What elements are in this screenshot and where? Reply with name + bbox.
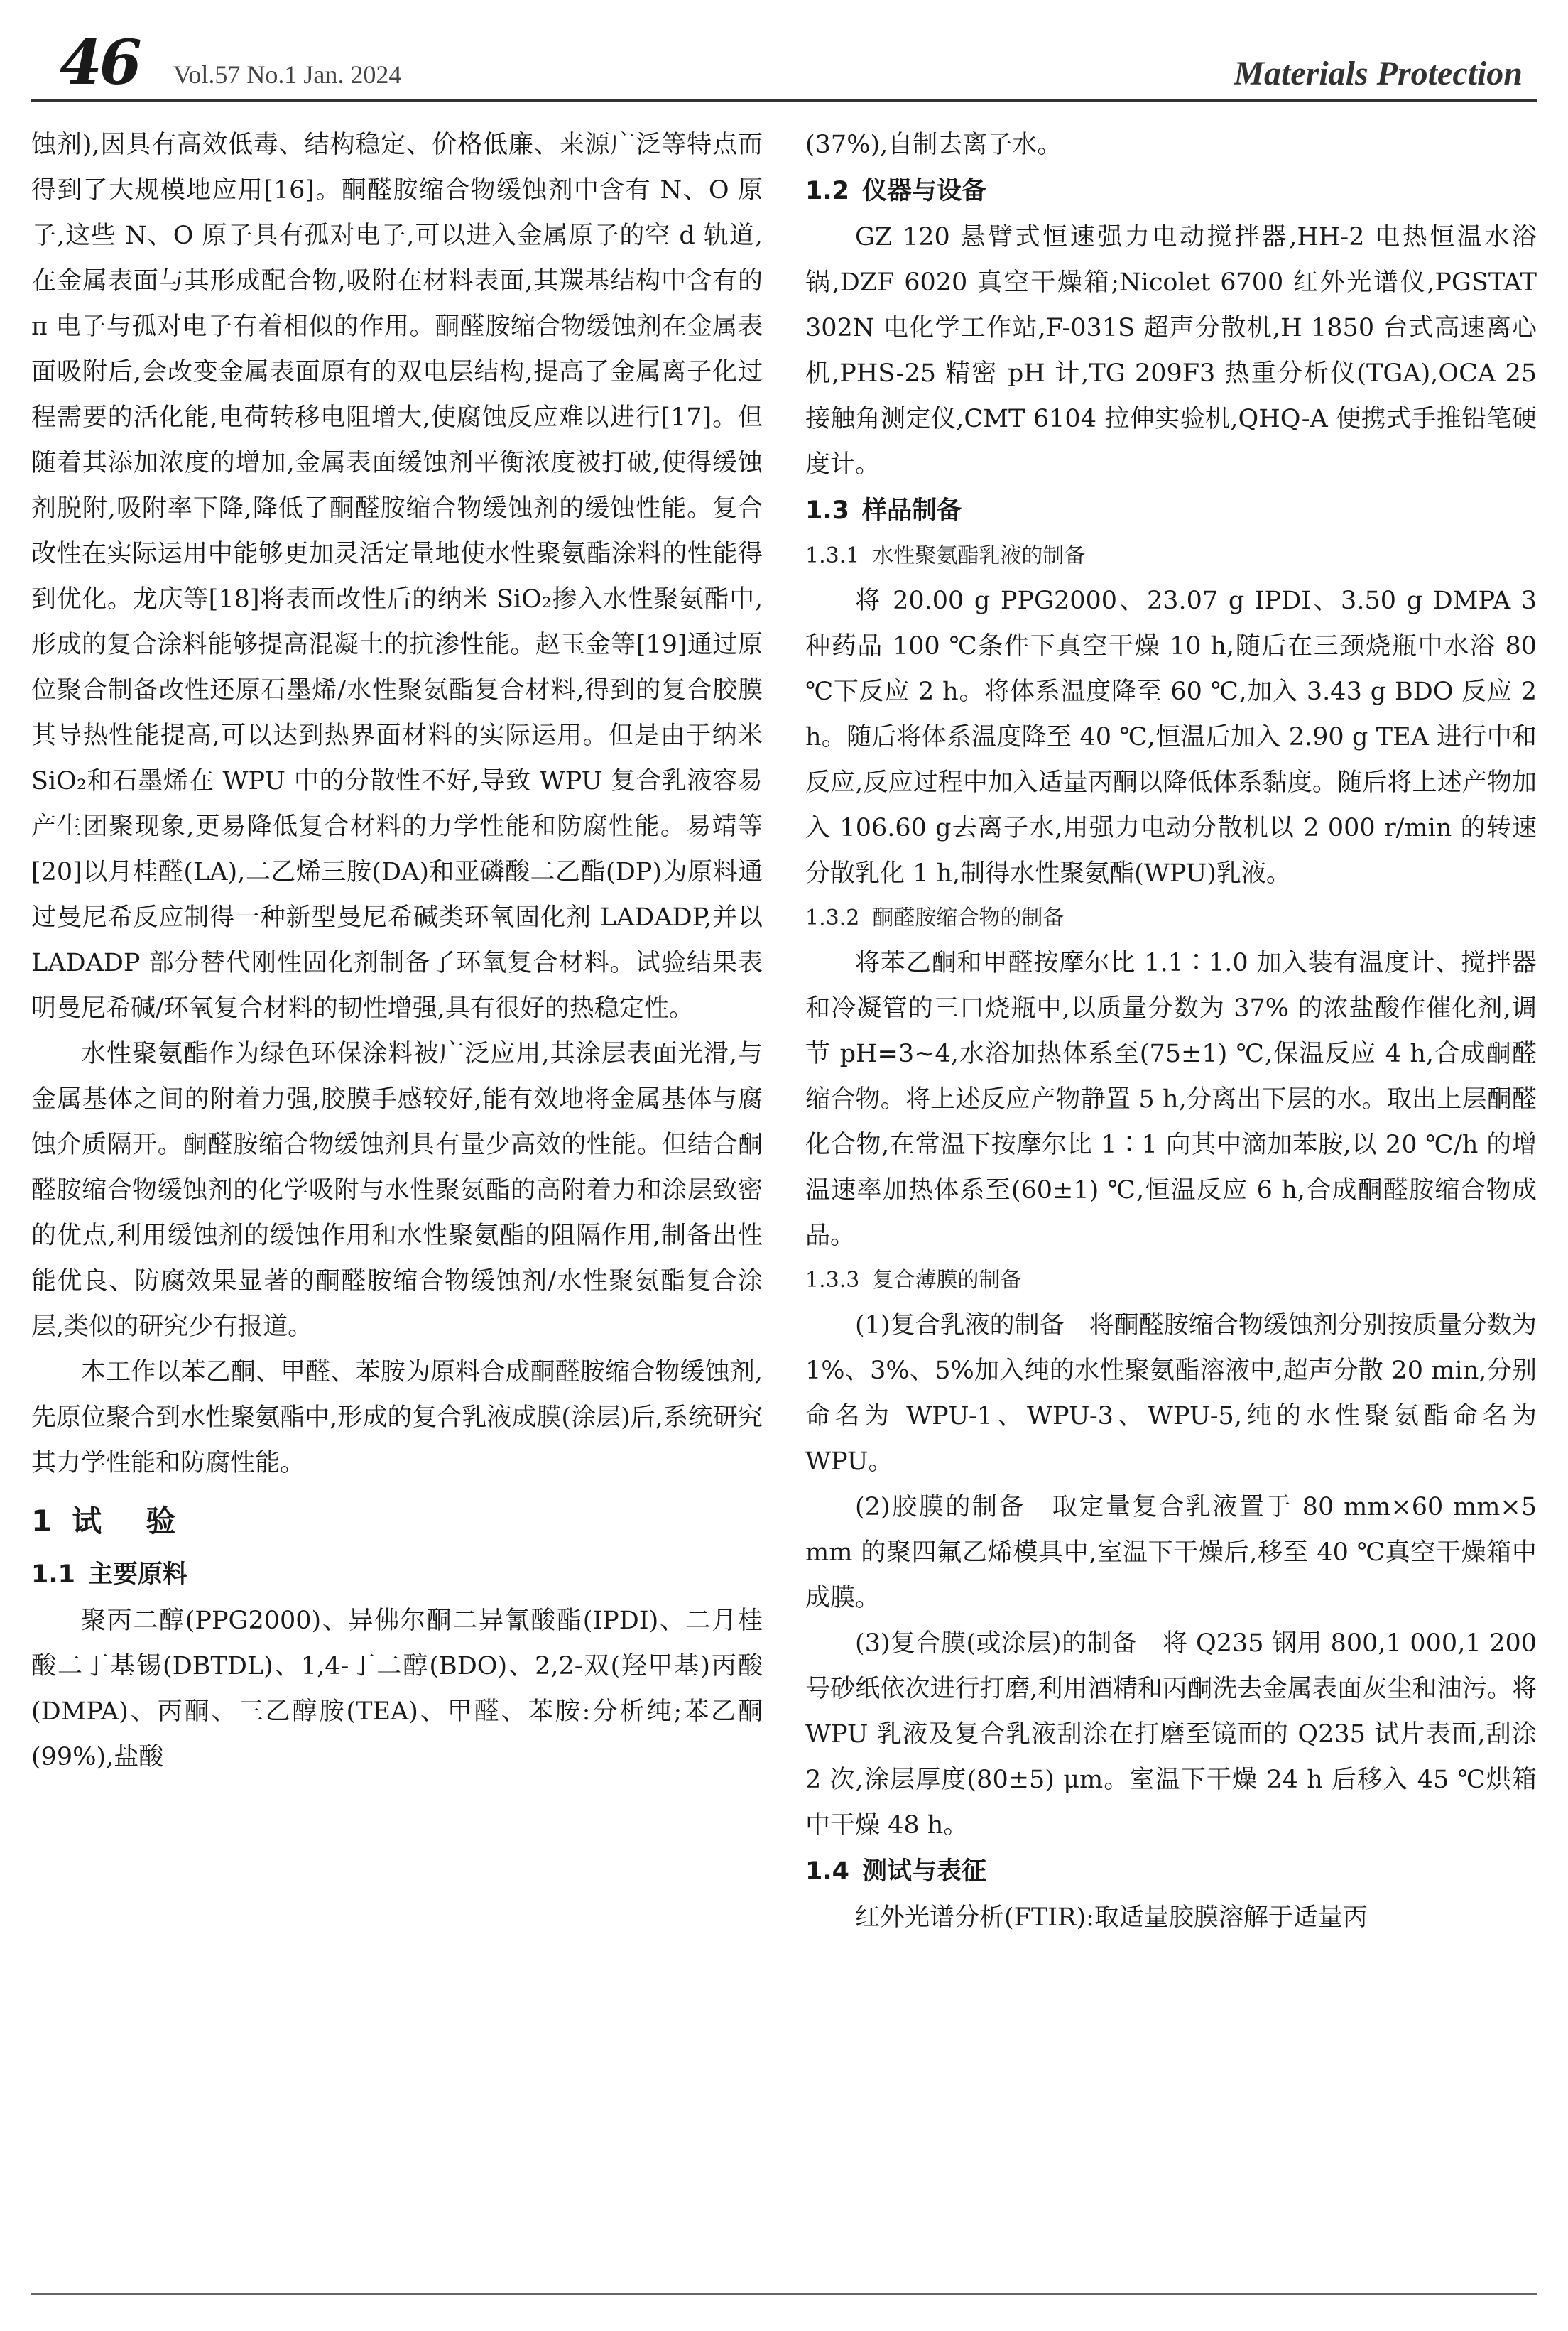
section-number: 1.3 bbox=[805, 496, 850, 525]
left-column bbox=[31, 122, 763, 1780]
section-title: 酮醛胺缩合物的制备 bbox=[872, 906, 1065, 930]
section-title: 仪器与设备 bbox=[862, 177, 987, 205]
paragraph: (3)复合膜(或涂层)的制备 将 Q235 钢用 800,1 000,1 200 号砂纸依次进行打磨,利用酒精和丙酮洗去金属表面灰尘和油污。将 WPU 乳液及复合乳液刮涂在打磨至镜面的 Q235 试片表面,刮涂 2 次,涂层厚度(80±5) μm。室温下干燥 24 h 后移入 45 ℃烘箱中干燥 48 h。 bbox=[805, 1629, 1537, 1840]
paragraph: 将 20.00 g PPG2000、23.07 g IPDI、3.50 g DMPA 3 种药品 100 ℃条件下真空干燥 10 h,随后在三颈烧瓶中水浴 80 ℃下反应 2 h。将体系温度降至 60 ℃,加入 3.43 g BDO 反应 2 h。随后将体系温度降至 40 ℃,恒温后加入 2.90 g TEA 进行中和反应,反应过程中加入适量丙酮以降低体系黏度。随后将上述产物加入 106.60 g去离子水,用强力电动分散机以 2 000 r/min 的转速分散乳化 1 h,制得水性聚氨酯(WPU)乳液。 bbox=[805, 587, 1537, 888]
paragraph: 蚀剂),因具有高效低毒、结构稳定、价格低廉、来源广泛等特点而得到了大规模地应用[16]。酮醛胺缩合物缓蚀剂中含有 N、O 原子,这些 N、O 原子具有孤对电子,可以进入金属原子的空 d 轨道,在金属表面与其形成配合物,吸附在材料表面,其羰基结构中含有的 π 电子与孤对电子有着相似的作用。酮醛胺缩合物缓蚀剂在金属表面吸附后,会改变金属表面原有的双电层结构,提高了金属离子化过程需要的活化能,电荷转移电阻增大,使腐蚀反应难以进行[17]。但随着其添加浓度的增加,金属表面缓蚀剂平衡浓度被打破,使得缓蚀剂脱附,吸附率下降,降低了酮醛胺缩合物缓蚀剂的缓蚀性能。复合改性在实际运用中能够更加灵活定量地使水性聚氨酯涂料的性能得到优化。龙庆等[18]将表面改性后的纳米 SiO₂掺入水性聚氨酯中,形成的复合涂料能够提高混凝土的抗渗性能。赵玉金等[19]通过原位聚合制备改性还原石墨烯/水性聚氨酯复合材料,得到的复合胶膜其导热性能提高,可以达到热界面材料的实际运用。但是由于纳米 SiO₂和石墨烯在 WPU 中的分散性不好,导致 WPU 复合乳液容易产生团聚现象,更易降低复合材料的力学性能和防腐性能。易靖等[20]以月桂醛(LA),二乙烯三胺(DA)和亚磷酸二乙酯(DP)为原料通过曼尼希反应制得一种新型曼尼希碱类环氧固化剂 LADADP,并以 LADADP 部分替代刚性固化剂制备了环氧复合材料。试验结果表明曼尼希碱/环氧复合材料的韧性增强,具有很好的热稳定性。 bbox=[31, 131, 763, 1023]
section-number: 1.2 bbox=[805, 177, 850, 205]
paragraph: GZ 120 悬臂式恒速强力电动搅拌器,HH-2 电热恒温水浴锅,DZF 6020 真空干燥箱;Nicolet 6700 红外光谱仪,PGSTAT 302N 电化学工作站,F-031S 超声分散机,H 1850 台式高速离心机,PHS-25 精密 pH 计,TG 209F3 热重分析仪(TGA),OCA 25 接触角测定仪,CMT 6104 拉伸实验机,QHQ-A 便携式手推铅笔硬度计。 bbox=[805, 223, 1537, 479]
subsubsection-heading bbox=[805, 1259, 1537, 1303]
subsection-heading bbox=[805, 1848, 1537, 1895]
header-rule bbox=[31, 99, 1537, 102]
section-number: 1.1 bbox=[31, 1560, 76, 1589]
section-number: 1.4 bbox=[805, 1857, 850, 1886]
paragraph: 本工作以苯乙酮、甲醛、苯胺为原料合成酮醛胺缩合物缓蚀剂,先原位聚合到水性聚氨酯中,形成的复合乳液成膜(涂层)后,系统研究其力学性能和防腐性能。 bbox=[31, 1358, 763, 1477]
paragraph: (1)复合乳液的制备 将酮醛胺缩合物缓蚀剂分别按质量分数为 1%、3%、5%加入纯的水性聚氨酯溶液中,超声分散 20 min,分别命名为 WPU-1、WPU-3、WPU-5,纯的水性聚氨酯命名为 WPU。 bbox=[805, 1311, 1537, 1476]
paragraph: 红外光谱分析(FTIR):取适量胶膜溶解于适量丙 bbox=[855, 1903, 1368, 1932]
journal-name: Materials Protection bbox=[1234, 55, 1523, 92]
subsection-heading bbox=[805, 168, 1537, 214]
section-title: 测试与表征 bbox=[862, 1857, 987, 1886]
paragraph: 聚丙二醇(PPG2000)、异佛尔酮二异氰酸酯(IPDI)、二月桂酸二丁基锡(DBTDL)、1,4-丁二醇(BDO)、2,2-双(羟甲基)丙酸(DMPA)、丙酮、三乙醇胺(TEA)、甲醛、苯胺:分析纯;苯乙酮(99%),盐酸 bbox=[31, 1607, 763, 1771]
section-number: 1.3.3 bbox=[805, 1268, 860, 1293]
issue-info: Vol.57 No.1 Jan. 2024 bbox=[173, 60, 402, 89]
subsection-heading bbox=[31, 1551, 763, 1598]
paragraph: (2)胶膜的制备 取定量复合乳液置于 80 mm×60 mm×5 mm 的聚四氟乙烯模具中,室温下干燥后,移至 40 ℃真空干燥箱中成膜。 bbox=[805, 1493, 1537, 1612]
subsection-heading bbox=[805, 487, 1537, 534]
page-number: 46 bbox=[60, 27, 139, 99]
section-title: 复合薄膜的制备 bbox=[872, 1268, 1022, 1293]
subsubsection-heading bbox=[805, 534, 1537, 578]
page-header bbox=[31, 28, 1537, 99]
section-number: 1.3.1 bbox=[805, 543, 860, 568]
subsubsection-heading bbox=[805, 896, 1537, 940]
paragraph: 将苯乙酮和甲醛按摩尔比 1.1∶1.0 加入装有温度计、搅拌器和冷凝管的三口烧瓶中,以质量分数为 37% 的浓盐酸作催化剂,调节 pH=3~4,水浴加热体系至(75±1) ℃,保温反应 4 h,合成酮醛缩合物。将上述反应产物静置 5 h,分离出下层的水。取出上层酮醛化合物,在常温下按摩尔比 1∶1 向其中滴加苯胺,以 20 ℃/h 的增温速率加热体系至(60±1) ℃,恒温反应 6 h,合成酮醛胺缩合物成品。 bbox=[805, 949, 1537, 1250]
section-title: 试 验 bbox=[72, 1504, 183, 1538]
paragraph: 水性聚氨酯作为绿色环保涂料被广泛应用,其涂层表面光滑,与金属基体之间的附着力强,胶膜手感较好,能有效地将金属基体与腐蚀介质隔开。酮醛胺缩合物缓蚀剂具有量少高效的性能。但结合酮醛胺缩合物缓蚀剂的化学吸附与水性聚氨酯的高附着力和涂层致密的优点,利用缓蚀剂的缓蚀作用和水性聚氨酯的阻隔作用,制备出性能优良、防腐效果显著的酮醛胺缩合物缓蚀剂/水性聚氨酯复合涂层,类似的研究少有报道。 bbox=[31, 1040, 763, 1341]
footer-rule bbox=[31, 2293, 1537, 2295]
section-heading bbox=[31, 1491, 763, 1551]
section-title: 主要原料 bbox=[88, 1560, 188, 1589]
right-column bbox=[805, 122, 1537, 1940]
section-number: 1.3.2 bbox=[805, 906, 860, 930]
section-title: 水性聚氨酯乳液的制备 bbox=[872, 543, 1086, 568]
section-title: 样品制备 bbox=[862, 496, 962, 525]
paragraph: (37%),自制去离子水。 bbox=[805, 131, 1062, 159]
section-number: 1 bbox=[31, 1504, 60, 1538]
